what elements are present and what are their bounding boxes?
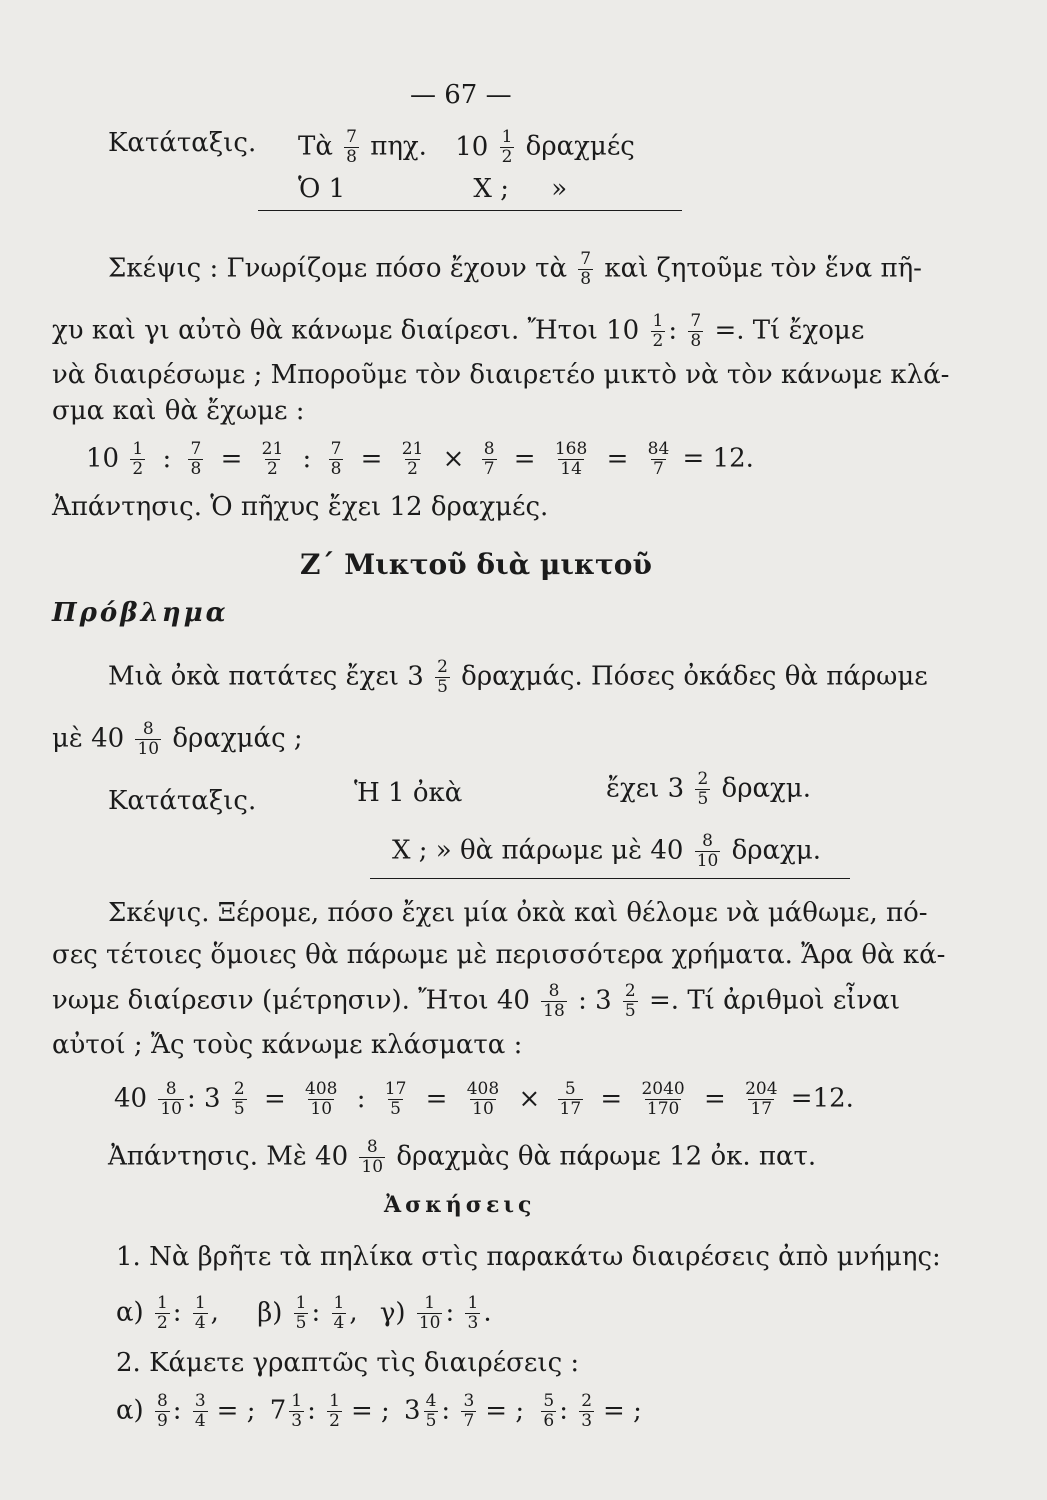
arrangement-row-1: Τὰ $\frac{7}{8}$ πηχ. 10 $\frac{1}{2}$ δραχμές bbox=[298, 127, 635, 167]
denominator: 8 bbox=[580, 269, 592, 289]
numerator: 168 bbox=[554, 439, 588, 459]
fraction bbox=[232, 1080, 247, 1119]
problem-text: μὲ 40 $\frac{8}{10}$ δραχμάς ; bbox=[52, 719, 303, 759]
numerator: 21 bbox=[261, 439, 284, 459]
denominator: 2 bbox=[329, 1411, 340, 1431]
exercise-2-items: α) $\frac{8}{9}$ : $\frac{3}{4}$ = ; 7 $\frac{1}{3}$ : $\frac{1}{2}$ = ; 3 $\frac{4}{5}$ : $\frac{3}{7}$ = ; $\frac{5}{6}$ : $\frac{2}{3}$ = ; bbox=[116, 1391, 642, 1431]
numerator: 8 bbox=[156, 1391, 168, 1411]
arrangement-row-1: Ἡ 1 ὀκὰ bbox=[354, 778, 463, 808]
numerator: 2 bbox=[581, 1391, 593, 1411]
numerator: 8 bbox=[366, 1137, 378, 1157]
numerator: 8 bbox=[548, 981, 560, 1001]
text-line: Σκέψις. Ξέρομε, πόσο ἔχει μία ὀκὰ καὶ θέλομε νὰ μάθωμε, πό- bbox=[108, 898, 928, 928]
fraction bbox=[289, 1392, 304, 1431]
denominator: 10 bbox=[137, 739, 160, 759]
fraction bbox=[193, 1392, 208, 1431]
answer-2: Ἀπάντησις. Μὲ 40 $\frac{8}{10}$ δραχμὰς θὰ πάρωμε 12 ὀκ. πατ. bbox=[108, 1137, 817, 1177]
fraction bbox=[332, 1294, 347, 1333]
denominator: 5 bbox=[425, 1411, 437, 1431]
denominator: 2 bbox=[156, 1313, 168, 1333]
text-line: νὰ διαιρέσωμε ; Μποροῦμε τὸν διαιρετέο μικτὸ νὰ τὸν κάνωμε κλά- bbox=[52, 360, 950, 390]
denominator: 2 bbox=[501, 147, 513, 167]
denominator: 5 bbox=[437, 677, 448, 697]
denominator: 18 bbox=[543, 1001, 565, 1021]
fraction bbox=[651, 312, 666, 351]
fraction bbox=[646, 440, 672, 479]
fraction bbox=[327, 1392, 342, 1431]
fraction bbox=[579, 1392, 594, 1431]
numerator: 5 bbox=[564, 1079, 576, 1099]
denominator: 5 bbox=[233, 1099, 245, 1119]
numerator: 1 bbox=[467, 1293, 479, 1313]
equation-1: 10 $\frac{1}{2}$ : $\frac{7}{8}$ = $\frac{21}{2}$ : $\frac{7}{8}$ = $\frac{21}{2}$ × $\frac{8}{7}$ = $\frac{168}{14}$ = $\frac{84}{7}$ = 12. bbox=[86, 439, 754, 479]
denominator: 3 bbox=[581, 1411, 593, 1431]
numerator: 5 bbox=[543, 1391, 555, 1411]
fraction bbox=[158, 1080, 184, 1119]
fraction bbox=[400, 440, 426, 479]
numerator: 2 bbox=[437, 657, 448, 677]
denominator: 6 bbox=[543, 1411, 555, 1431]
denominator: 5 bbox=[624, 1001, 636, 1021]
numerator: 1 bbox=[194, 1293, 206, 1313]
numerator: 1 bbox=[652, 311, 664, 331]
answer-1: Ἀπάντησις. Ὁ πῆχυς ἔχει 12 δραχμές. bbox=[52, 492, 549, 522]
text-line: αὐτοί ; Ἄς τοὺς κάνωμε κλάσματα : bbox=[52, 1030, 523, 1060]
fraction bbox=[130, 440, 145, 479]
numerator: 8 bbox=[483, 439, 495, 459]
fraction bbox=[155, 1392, 170, 1431]
denominator: 170 bbox=[646, 1099, 680, 1119]
numerator: 8 bbox=[165, 1079, 177, 1099]
numerator: 1 bbox=[156, 1293, 168, 1313]
fraction bbox=[329, 440, 344, 479]
denominator: 3 bbox=[291, 1411, 303, 1431]
numerator: 204 bbox=[745, 1079, 778, 1099]
fraction bbox=[344, 128, 359, 167]
divider-rule bbox=[258, 210, 682, 211]
fraction bbox=[294, 1294, 309, 1333]
denominator: 8 bbox=[346, 147, 357, 167]
fraction bbox=[461, 1392, 476, 1431]
exercise-1: 1. Νὰ βρῆτε τὰ πηλίκα στὶς παρακάτω διαιρέσεις ἀπὸ μνήμης: bbox=[116, 1242, 941, 1272]
denominator: 8 bbox=[690, 331, 702, 351]
fraction bbox=[417, 1294, 443, 1333]
arrangement-row-1-value: ἔχει 3 $\frac{2}{5}$ δραχμ. bbox=[606, 769, 811, 809]
numerator: 2 bbox=[624, 981, 636, 1001]
denominator: 10 bbox=[361, 1157, 384, 1177]
denominator: 9 bbox=[156, 1411, 168, 1431]
fraction bbox=[303, 1080, 339, 1119]
fraction bbox=[155, 1294, 170, 1333]
text-line: νωμε διαίρεσιν (μέτρησιν). Ἤτοι 40 $\frac{8}{18}$ : 3 $\frac{2}{5}$ =. Τί ἀριθμοὶ εἶναι bbox=[52, 981, 901, 1021]
denominator: 8 bbox=[190, 459, 202, 479]
numerator: 3 bbox=[463, 1391, 475, 1411]
numerator: 1 bbox=[333, 1293, 345, 1313]
fraction bbox=[695, 832, 721, 871]
denominator: 2 bbox=[267, 459, 278, 479]
numerator: 7 bbox=[346, 127, 357, 147]
text-line: σμα καὶ θὰ ἔχωμε : bbox=[52, 396, 305, 426]
denominator: 7 bbox=[483, 459, 495, 479]
arrangement-row-2: Ὁ 1 Χ ; » bbox=[298, 174, 568, 204]
fraction bbox=[383, 1080, 409, 1119]
arrangement-label-1: Κατάταξις. bbox=[108, 128, 257, 158]
text-line: χυ καὶ γι αὐτὸ θὰ κάνωμε διαίρεσι. Ἤτοι 10 $\frac{1}{2}$ : $\frac{7}{8}$ =. Τί ἔχομε bbox=[52, 311, 865, 351]
denominator: 10 bbox=[418, 1313, 441, 1333]
numerator: 4 bbox=[425, 1391, 437, 1411]
arrangement-label-2: Κατάταξις. bbox=[108, 786, 257, 816]
numerator: 7 bbox=[330, 439, 342, 459]
equation-2: 40 $\frac{8}{10}$ : 3 $\frac{2}{5}$ = $\frac{408}{10}$ : $\frac{17}{5}$ = $\frac{408}{10}$ × $\frac{5}{17}$ = $\frac{2040}{170}$ = $\frac{204}{17}$ =12. bbox=[114, 1079, 854, 1119]
denominator: 2 bbox=[652, 331, 664, 351]
denominator: 7 bbox=[463, 1411, 475, 1431]
denominator: 14 bbox=[560, 459, 582, 479]
fraction bbox=[688, 312, 703, 351]
numerator: 7 bbox=[580, 249, 592, 269]
numerator: 1 bbox=[501, 127, 513, 147]
exercise-2: 2. Κάμετε γραπτῶς τὶς διαιρέσεις : bbox=[116, 1348, 580, 1378]
denominator: 8 bbox=[330, 459, 342, 479]
denominator: 2 bbox=[407, 459, 418, 479]
numerator: 2040 bbox=[641, 1079, 685, 1099]
denominator: 5 bbox=[697, 789, 709, 809]
numerator: 7 bbox=[690, 311, 702, 331]
fraction bbox=[623, 982, 638, 1021]
fraction bbox=[541, 982, 567, 1021]
problem-label: Πρόβλημα bbox=[52, 598, 229, 628]
numerator: 408 bbox=[305, 1079, 338, 1099]
denominator: 7 bbox=[653, 459, 664, 479]
numerator: 8 bbox=[142, 719, 154, 739]
fraction bbox=[193, 1294, 208, 1333]
text-line: σες τέτοιες ὅμοιες θὰ πάρωμε μὲ περισσότερα χρήματα. Ἄρα θὰ κά- bbox=[52, 940, 946, 970]
numerator: 408 bbox=[466, 1079, 500, 1099]
numerator: 1 bbox=[291, 1391, 303, 1411]
denominator: 10 bbox=[310, 1099, 333, 1119]
fraction bbox=[553, 440, 589, 479]
numerator: 1 bbox=[132, 439, 144, 459]
fraction bbox=[359, 1138, 385, 1177]
page-number: — 67 — bbox=[410, 80, 512, 110]
numerator: 8 bbox=[702, 831, 713, 851]
fraction bbox=[482, 440, 497, 479]
section-title: Ζ΄ Μικτοῦ διὰ μικτοῦ bbox=[300, 548, 652, 581]
fraction bbox=[424, 1392, 439, 1431]
fraction bbox=[578, 250, 593, 289]
fraction bbox=[135, 720, 161, 759]
numerator: 1 bbox=[329, 1391, 340, 1411]
arrangement-row-2: Χ ; » θὰ πάρωμε μὲ 40 $\frac{8}{10}$ δραχμ. bbox=[392, 831, 822, 871]
fraction bbox=[639, 1080, 686, 1119]
fraction bbox=[695, 770, 710, 809]
numerator: 84 bbox=[647, 439, 670, 459]
divider-rule bbox=[370, 878, 850, 879]
numerator: 3 bbox=[194, 1391, 206, 1411]
numerator: 2 bbox=[233, 1079, 245, 1099]
problem-text: Μιὰ ὀκὰ πατάτες ἔχει 3 $\frac{2}{5}$ δραχμάς. Πόσες ὀκάδες θὰ πάρωμε bbox=[108, 657, 928, 697]
numerator: 2 bbox=[697, 769, 709, 789]
text-line: Σκέψις : Γνωρίζομε πόσο ἔχουν τὰ $\frac{7}{8}$ καὶ ζητοῦμε τὸν ἕνα πῆ- bbox=[108, 249, 922, 289]
exercises-title: Ἀσκήσεις bbox=[384, 1192, 536, 1218]
numerator: 7 bbox=[190, 439, 202, 459]
denominator: 4 bbox=[194, 1313, 206, 1333]
denominator: 3 bbox=[467, 1313, 479, 1333]
fraction bbox=[435, 658, 450, 697]
fraction bbox=[188, 440, 203, 479]
denominator: 10 bbox=[160, 1099, 182, 1119]
denominator: 10 bbox=[696, 851, 719, 871]
exercise-1-items: α) $\frac{1}{2}$ : $\frac{1}{4}$ , β) $\frac{1}{5}$ : $\frac{1}{4}$ , γ) $\frac{1}{10}$ : $\frac{1}{3}$ . bbox=[116, 1293, 492, 1333]
denominator: 5 bbox=[390, 1099, 401, 1119]
fraction bbox=[500, 128, 515, 167]
denominator: 17 bbox=[750, 1099, 773, 1119]
denominator: 4 bbox=[333, 1313, 345, 1333]
numerator: 1 bbox=[424, 1293, 436, 1313]
denominator: 4 bbox=[194, 1411, 206, 1431]
numerator: 1 bbox=[295, 1293, 307, 1313]
fraction bbox=[558, 1080, 584, 1119]
denominator: 10 bbox=[472, 1099, 494, 1119]
fraction bbox=[465, 1294, 480, 1333]
fraction bbox=[541, 1392, 556, 1431]
numerator: 17 bbox=[384, 1079, 407, 1099]
denominator: 5 bbox=[295, 1313, 307, 1333]
denominator: 17 bbox=[559, 1099, 582, 1119]
fraction bbox=[743, 1080, 779, 1119]
fraction bbox=[465, 1080, 501, 1119]
fraction bbox=[260, 440, 286, 479]
numerator: 21 bbox=[401, 439, 424, 459]
denominator: 2 bbox=[132, 459, 144, 479]
